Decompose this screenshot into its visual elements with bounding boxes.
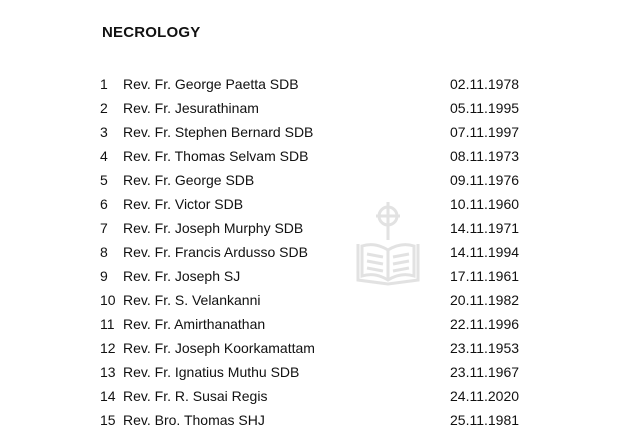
- list-item: [100, 217, 530, 241]
- entry-number: 9: [100, 268, 108, 284]
- list-item: [100, 289, 530, 313]
- entry-name: Rev. Fr. R. Susai Regis: [123, 388, 268, 404]
- entry-date: 02.11.1978: [450, 76, 520, 92]
- list-item: [100, 169, 530, 193]
- entry-name: Rev. Fr. Victor SDB: [123, 196, 244, 212]
- entry-date: 09.11.1976: [450, 172, 520, 188]
- entry-number: 15: [100, 412, 116, 428]
- entry-name: Rev. Fr. Thomas Selvam SDB: [123, 148, 309, 164]
- list-item: [100, 361, 530, 385]
- necrology-list: [100, 73, 530, 433]
- entry-name: Rev. Fr. Joseph Murphy SDB: [123, 220, 304, 236]
- entry-number: 14: [100, 388, 116, 404]
- entry-date: 10.11.1960: [450, 196, 520, 212]
- list-item: [100, 73, 530, 97]
- list-item: [100, 337, 530, 361]
- entry-date: 05.11.1995: [450, 100, 520, 116]
- entry-date: 23.11.1953: [450, 340, 520, 356]
- entry-name: Rev. Fr. Joseph SJ: [123, 268, 241, 284]
- cross-bible-icon: [352, 200, 424, 286]
- entry-number: 11: [100, 316, 115, 332]
- entry-name: Rev. Fr. George SDB: [123, 172, 255, 188]
- entry-number: 8: [100, 244, 108, 260]
- list-item: [100, 193, 530, 217]
- entry-date: 23.11.1967: [450, 364, 520, 380]
- entry-date: 14.11.1971: [450, 220, 520, 236]
- entry-number: 3: [100, 124, 108, 140]
- page-title: NECROLOGY: [102, 24, 201, 41]
- entry-number: 13: [100, 364, 116, 380]
- entry-number: 6: [100, 196, 108, 212]
- entry-name: Rev. Fr. Amirthanathan: [123, 316, 266, 332]
- entry-number: 2: [100, 100, 108, 116]
- list-item: [100, 97, 530, 121]
- entry-name: Rev. Fr. Stephen Bernard SDB: [123, 124, 314, 140]
- list-item: [100, 241, 530, 265]
- entry-date: 14.11.1994: [450, 244, 520, 260]
- entry-number: 7: [100, 220, 108, 236]
- list-item: [100, 121, 530, 145]
- entry-name: Rev. Bro. Thomas SHJ: [123, 412, 265, 428]
- entry-date: 22.11.1996: [450, 316, 520, 332]
- entry-number: 10: [100, 292, 116, 308]
- entry-date: 25.11.1981: [450, 412, 520, 428]
- entry-number: 5: [100, 172, 108, 188]
- list-item: [100, 409, 530, 433]
- entry-date: 20.11.1982: [450, 292, 520, 308]
- entry-date: 17.11.1961: [450, 268, 520, 284]
- entry-name: Rev. Fr. Jesurathinam: [123, 100, 259, 116]
- list-item: [100, 385, 530, 409]
- entry-name: Rev. Fr. S. Velankanni: [123, 292, 261, 308]
- entry-name: Rev. Fr. Ignatius Muthu SDB: [123, 364, 300, 380]
- entry-date: 07.11.1997: [450, 124, 520, 140]
- entry-name: Rev. Fr. Joseph Koorkamattam: [123, 340, 315, 356]
- entry-date: 24.11.2020: [450, 388, 520, 404]
- entry-number: 1: [100, 76, 108, 92]
- entry-number: 4: [100, 148, 108, 164]
- list-item: [100, 313, 530, 337]
- entry-number: 12: [100, 340, 116, 356]
- list-item: [100, 265, 530, 289]
- entry-name: Rev. Fr. Francis Ardusso SDB: [123, 244, 308, 260]
- list-item: [100, 145, 530, 169]
- entry-name: Rev. Fr. George Paetta SDB: [123, 76, 299, 92]
- entry-date: 08.11.1973: [450, 148, 520, 164]
